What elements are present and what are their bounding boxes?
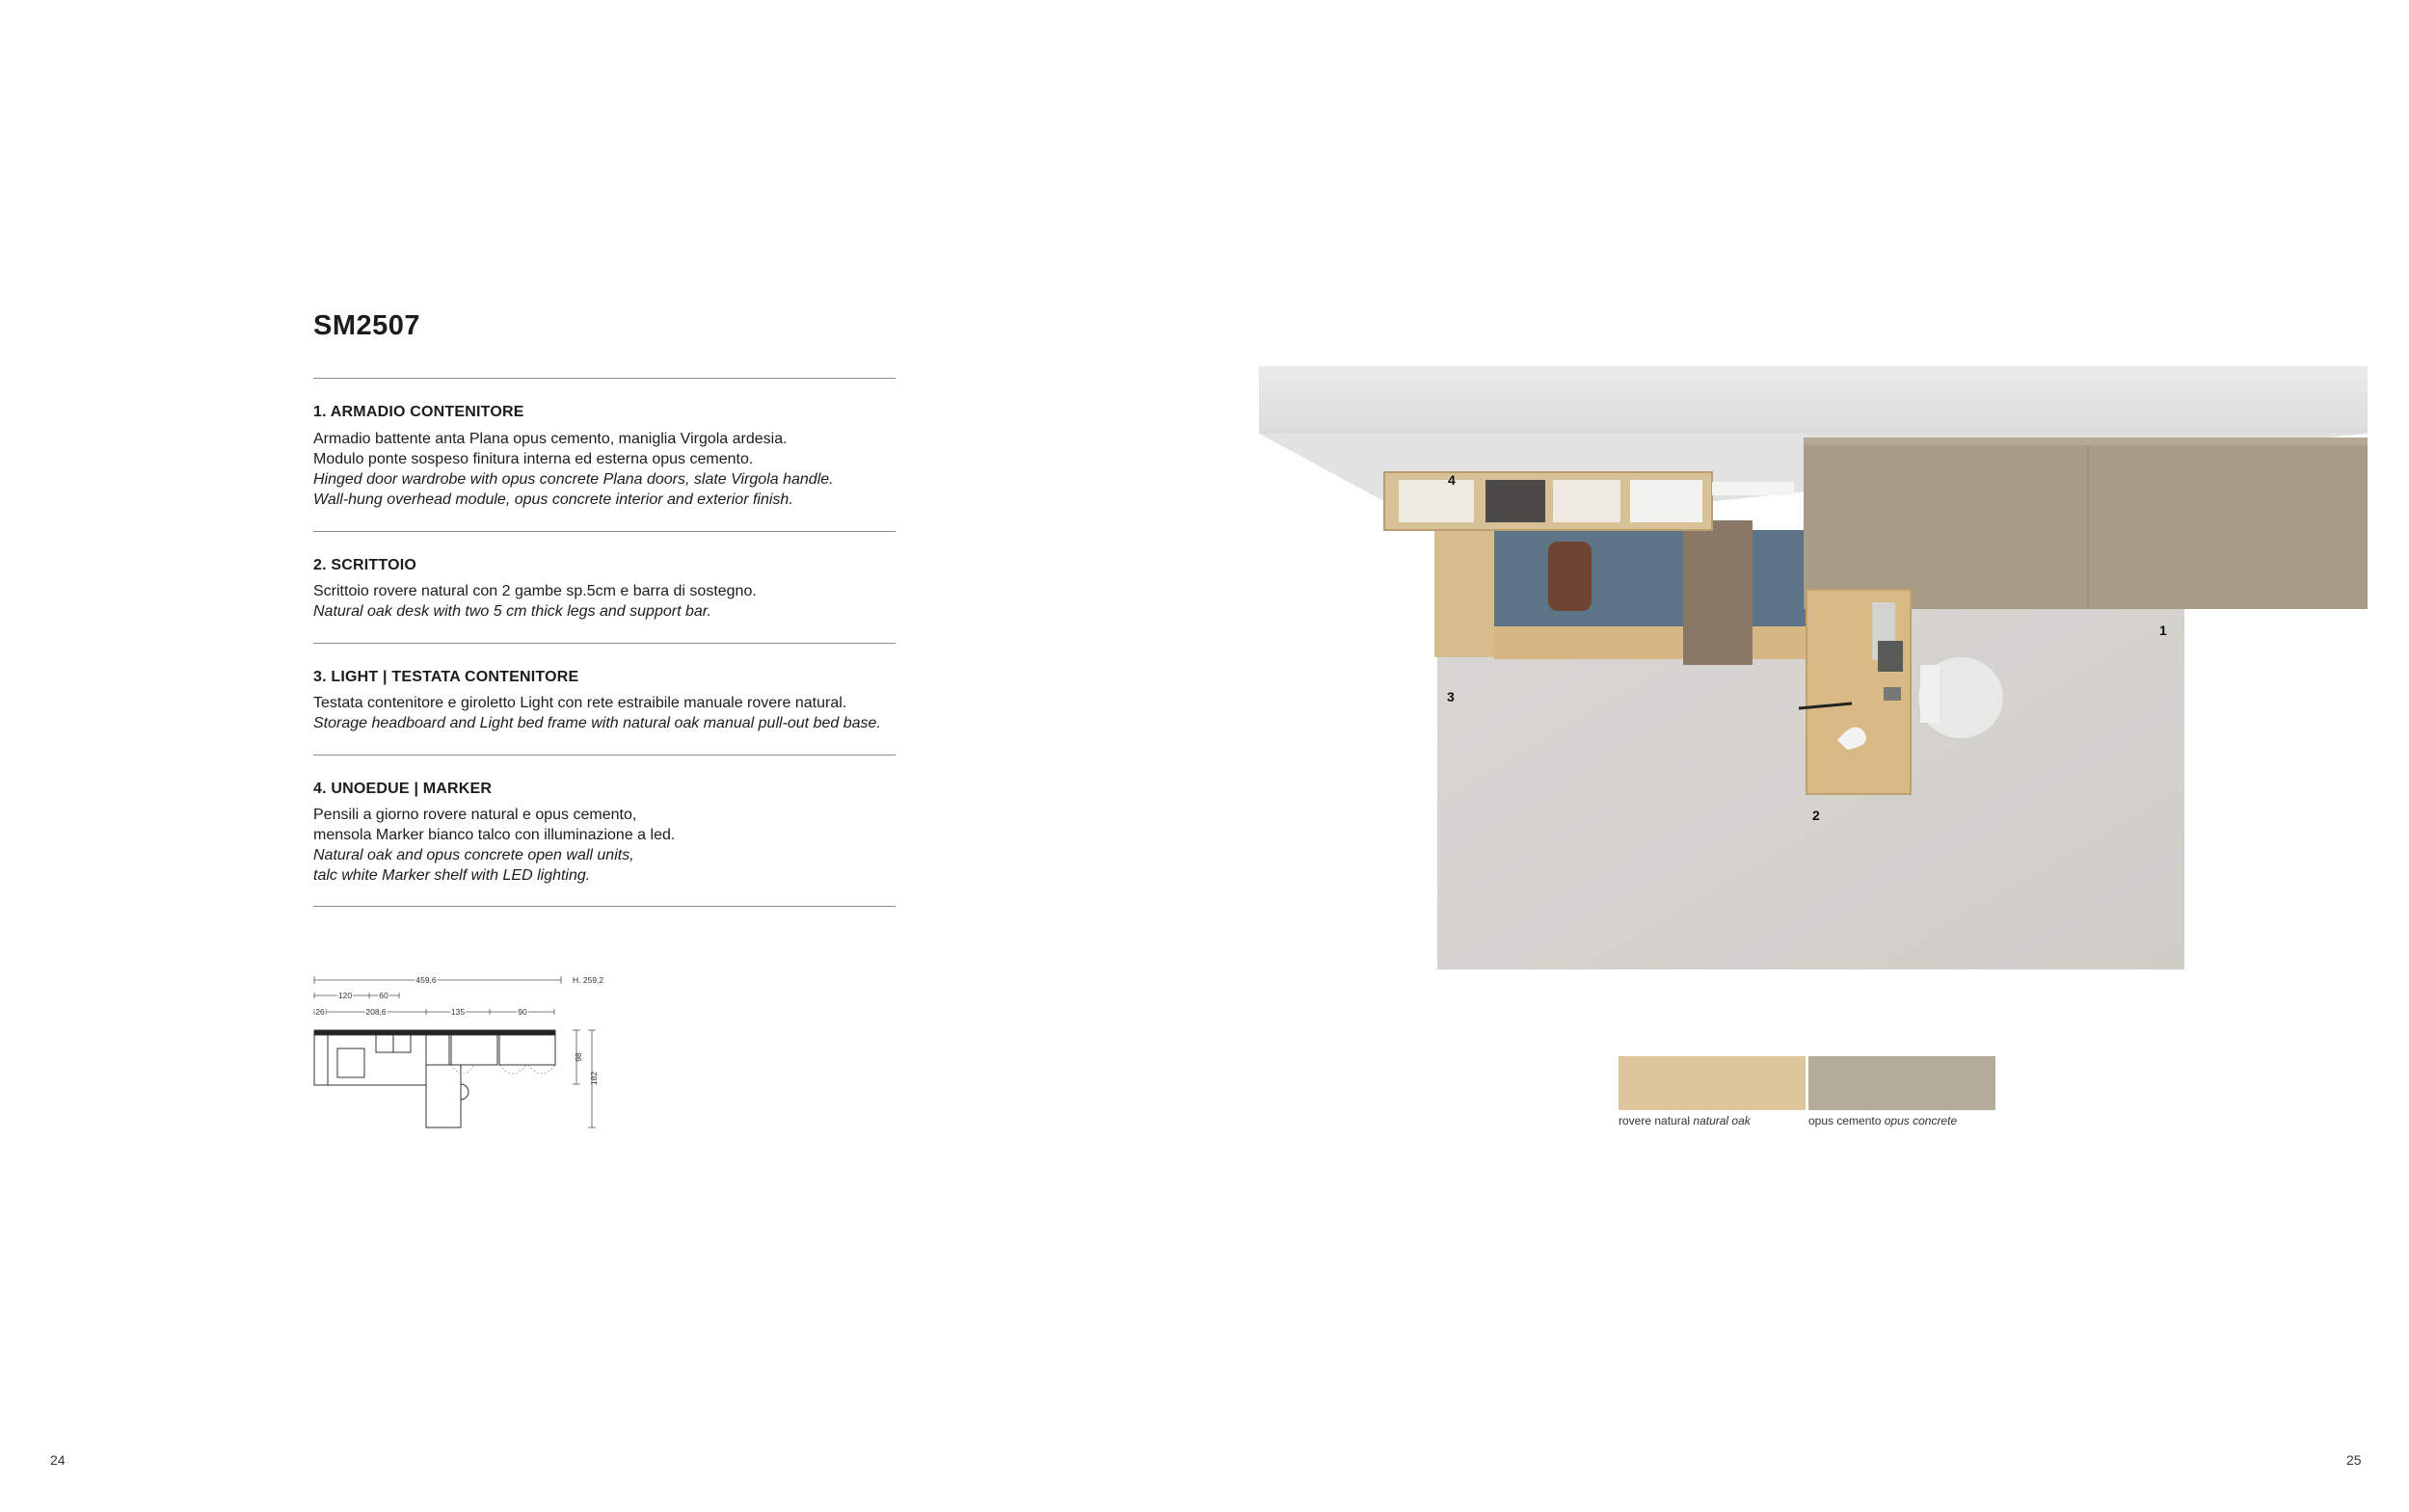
dim-98: 98 (574, 1052, 583, 1062)
section-4-line: talc white Marker shelf with LED lighting. (313, 867, 591, 884)
marker-3: 3 (1447, 689, 1455, 704)
section-2-body (313, 581, 930, 622)
swatch-opus-concrete (1808, 1056, 1995, 1110)
swatch-label-en: opus concrete (1884, 1114, 1958, 1127)
marker-4: 4 (1448, 472, 1456, 488)
swatch-label-it: rovere natural (1619, 1114, 1691, 1127)
section-3-heading: 3. LIGHT | TESTATA CONTENITORE (313, 669, 579, 685)
section-2-heading: 2. SCRITTOIO (313, 557, 417, 573)
section-4-line: Natural oak and opus concrete open wall units, (313, 847, 634, 863)
section-1-line: Wall-hung overhead module, opus concrete interior and exterior finish. (313, 491, 793, 508)
section-3-line: Storage headboard and Light bed frame with natural oak manual pull-out bed base. (313, 715, 881, 731)
section-1-line: Hinged door wardrobe with opus concrete Plana doors, slate Virgola handle. (313, 471, 834, 488)
section-2-line: Natural oak desk with two 5 cm thick legs and support bar. (313, 603, 711, 620)
marker-2: 2 (1812, 808, 1820, 823)
section-1-body (313, 429, 930, 510)
section-4-line: mensola Marker bianco talco con illuminazione a led. (313, 827, 676, 843)
dim-total-width: 459,6 (415, 975, 437, 985)
floor-plan-drawing (310, 968, 619, 1134)
page-number-right: 25 (2346, 1452, 2362, 1468)
dim-208-6: 208,6 (365, 1007, 387, 1017)
section-2-line: Scrittoio rovere natural con 2 gambe sp.5cm e barra di sostegno. (313, 583, 757, 599)
section-3-line: Testata contenitore e giroletto Light con rete estraibile manuale rovere natural. (313, 695, 847, 711)
swatch-label-oak (1619, 1114, 1751, 1127)
dim-135: 135 (450, 1007, 466, 1017)
swatch-label-concrete (1808, 1114, 1957, 1127)
dim-height: H. 259,2 (573, 975, 604, 985)
marker-1: 1 (2159, 623, 2167, 638)
swatch-natural-oak (1619, 1056, 1806, 1110)
divider (313, 906, 896, 907)
swatch-label-it: opus cemento (1808, 1114, 1882, 1127)
section-4-body (313, 805, 930, 886)
divider (313, 378, 896, 379)
section-1-line: Modulo ponte sospeso finitura interna ed esterna opus cemento. (313, 451, 754, 467)
dim-60: 60 (379, 991, 388, 1000)
section-4-line: Pensili a giorno rovere natural e opus cemento, (313, 807, 637, 823)
dim-26: 26 (315, 1007, 325, 1017)
product-code-title: SM2507 (313, 310, 421, 341)
room-top-view-image (1259, 366, 2368, 969)
divider (313, 531, 896, 532)
divider (313, 643, 896, 644)
section-3-body (313, 693, 930, 733)
section-1-heading: 1. ARMADIO CONTENITORE (313, 404, 524, 420)
section-4-heading: 4. UNOEDUE | MARKER (313, 781, 493, 797)
divider (313, 755, 896, 756)
dim-182: 182 (589, 1071, 599, 1086)
swatch-label-en: natural oak (1693, 1114, 1751, 1127)
dim-120: 120 (337, 991, 353, 1000)
dim-90: 90 (518, 1007, 527, 1017)
page-number-left: 24 (50, 1452, 66, 1468)
section-1-line: Armadio battente anta Plana opus cemento, maniglia Virgola ardesia. (313, 431, 788, 447)
